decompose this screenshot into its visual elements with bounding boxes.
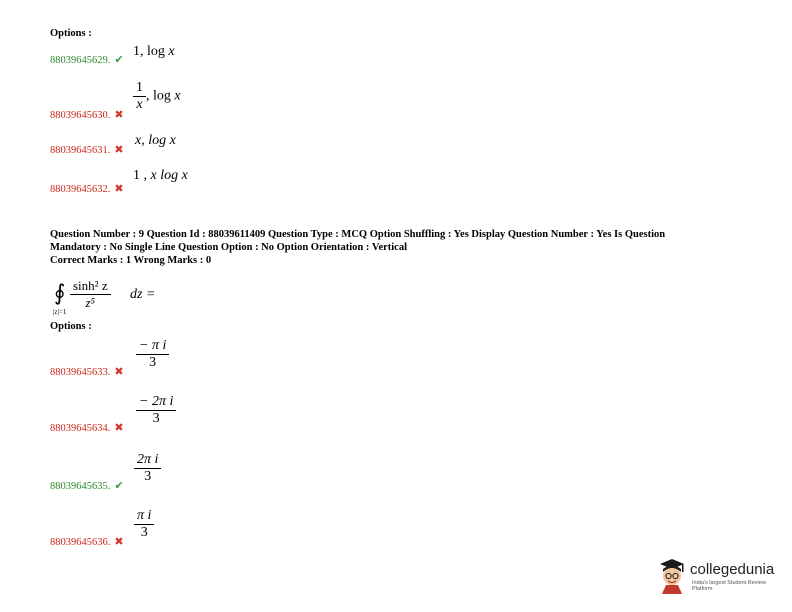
fraction-den: 3 <box>140 525 148 540</box>
option-id: 88039645635. <box>50 481 111 492</box>
fraction-den: 3 <box>149 355 157 370</box>
fraction-num: 1 <box>133 80 146 97</box>
question-meta-line: Mandatory : No Single Line Question Option : No Option Orientation : Vertical <box>50 242 408 253</box>
cross-icon: ✖ <box>114 143 124 156</box>
math-text: log <box>147 44 165 59</box>
fraction-num: − 2π i <box>136 394 176 411</box>
cross-icon: ✖ <box>114 182 124 195</box>
fraction-den: 3 <box>144 469 152 484</box>
option-row <box>50 476 124 494</box>
option-id: 88039645630. <box>50 110 111 121</box>
fraction-num: sinh² z <box>70 278 111 295</box>
option-id: 88039645633. <box>50 367 111 378</box>
integral-contour-label: |z|=1 <box>53 308 67 316</box>
fraction-den: 3 <box>152 411 160 426</box>
question-meta-line: Question Number : 9 Question Id : 88039611409 Question Type : MCQ Option Shuffling : Yes Display Question Number : Yes Is Question <box>50 229 666 240</box>
option-row <box>50 532 124 550</box>
math-var: x <box>168 44 175 59</box>
fraction-num: 2π i <box>134 452 161 469</box>
option-id: 88039645634. <box>50 423 111 434</box>
option-row <box>50 140 124 158</box>
cross-icon: ✖ <box>114 365 124 378</box>
cross-icon: ✖ <box>114 535 124 548</box>
fraction <box>133 80 146 113</box>
fraction-num: π i <box>134 508 154 525</box>
option-math <box>136 394 176 427</box>
mascot-icon <box>656 556 688 594</box>
math-var: x <box>181 168 188 183</box>
options-label: Options : <box>50 321 92 332</box>
option-id: 88039645629. <box>50 55 111 66</box>
math-var: x <box>150 168 157 183</box>
fraction-num: − π i <box>136 338 169 355</box>
math-text: 1, <box>133 44 144 59</box>
math-var: x <box>174 88 181 104</box>
option-math <box>133 168 188 184</box>
fraction-den: x <box>136 97 143 112</box>
question-meta <box>50 228 750 267</box>
math-text: 1 , <box>133 168 147 183</box>
question-marks: Correct Marks : 1 Wrong Marks : 0 <box>50 255 212 266</box>
math-text: , log <box>146 88 171 104</box>
collegedunia-logo <box>656 556 786 596</box>
option-math <box>133 44 175 60</box>
option-row <box>50 50 124 68</box>
cross-icon: ✖ <box>114 108 124 121</box>
option-row <box>50 362 124 380</box>
option-row <box>50 179 124 197</box>
math-text: log <box>160 168 179 183</box>
cross-icon: ✖ <box>114 421 124 434</box>
integrand-fraction <box>70 278 111 311</box>
option-math <box>136 338 169 371</box>
logo-name: collegedunia <box>690 561 775 578</box>
option-row <box>50 105 124 123</box>
option-id: 88039645631. <box>50 145 111 156</box>
math-var: x, <box>135 133 145 148</box>
option-math <box>135 133 176 149</box>
integrand-tail: dz = <box>130 287 156 302</box>
math-text: log <box>148 133 167 148</box>
option-id: 88039645632. <box>50 184 111 195</box>
option-math <box>133 80 181 113</box>
option-math <box>134 508 154 541</box>
logo-tagline: India's largest Student Review Platform <box>692 580 766 592</box>
check-icon: ✔ <box>114 479 124 492</box>
math-var: x <box>169 133 176 148</box>
option-math <box>134 452 161 485</box>
question-body <box>50 278 170 318</box>
check-icon: ✔ <box>114 53 124 66</box>
option-id: 88039645636. <box>50 537 111 548</box>
option-row <box>50 418 124 436</box>
options-label: Options : <box>50 28 92 39</box>
contour-integral-sign: ∮ <box>54 280 66 305</box>
fraction-den: z⁵ <box>85 295 96 310</box>
